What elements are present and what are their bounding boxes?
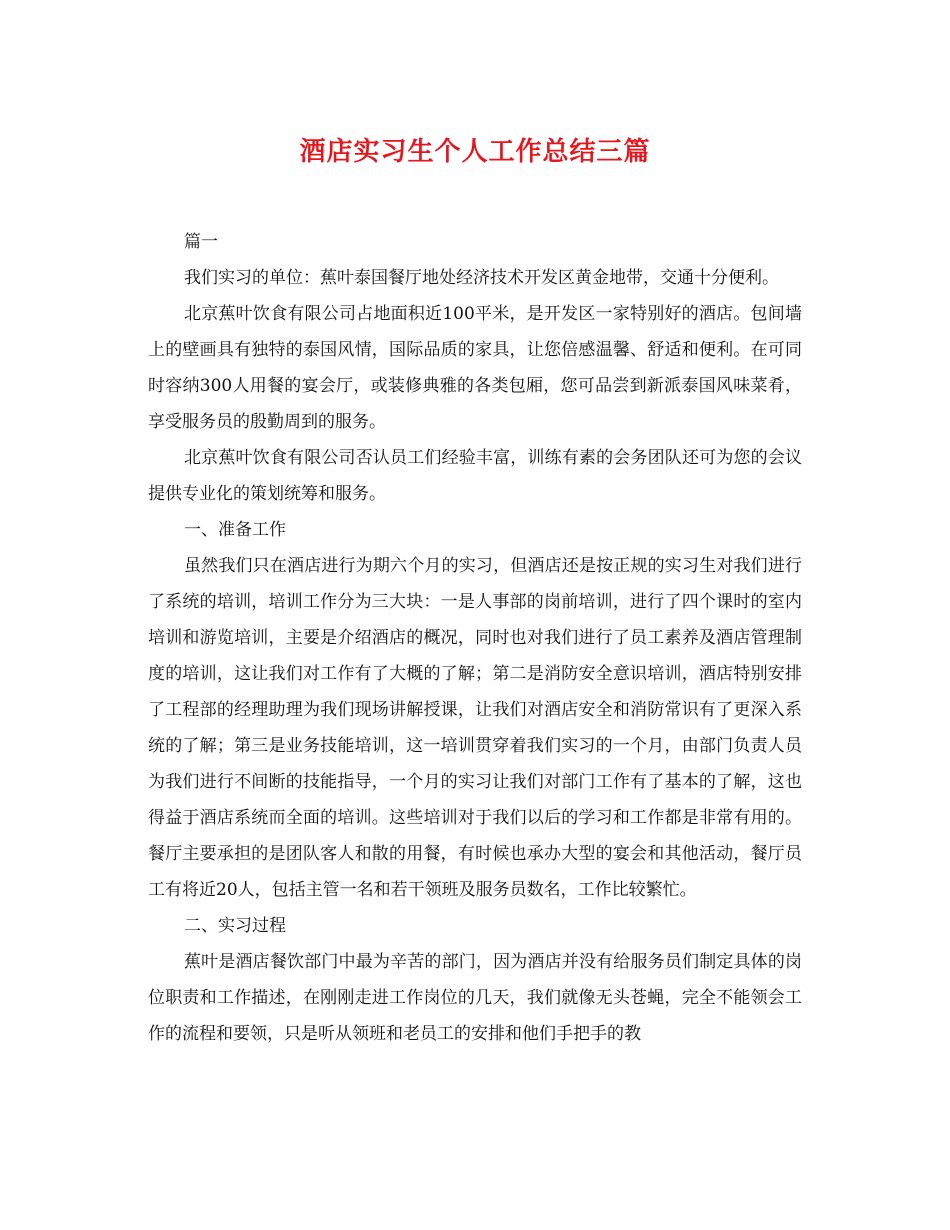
paragraph: 北京蕉叶饮食有限公司否认员工们经验丰富，训练有素的会务团队还可为您的会议提供专业化的策划统筹和服务。	[148, 448, 802, 504]
paragraph: 我们实习的单位：蕉叶泰国餐厅地处经济技术开发区黄金地带，交通十分便利。	[184, 268, 779, 288]
section-heading: 二、实习过程	[184, 916, 286, 936]
paragraph: 蕉叶是酒店餐饮部门中最为辛苦的部门，因为酒店并没有给服务员们制定具体的岗位职责和工作描述，在刚刚走进工作岗位的几天，我们就像无头苍蝇，完全不能领会工作的流程和要领，只是听从领班和老员工的安排和他们手把手的教	[148, 952, 802, 1044]
paragraph: 北京蕉叶饮食有限公司占地面积近100平米，是开发区一家特别好的酒店。包间墙上的壁画具有独特的泰国风情，国际品质的家具，让您倍感温馨、舒适和便利。在可同时容纳300人用餐的宴会厅，或装修典雅的各类包厢，您可品尝到新派泰国风味菜肴，享受服务员的殷勤周到的服务。	[148, 304, 802, 432]
document-title: 酒店实习生个人工作总结三篇	[299, 137, 651, 167]
section-heading: 一、准备工作	[184, 520, 286, 540]
paragraph: 虽然我们只在酒店进行为期六个月的实习，但酒店还是按正规的实习生对我们进行了系统的培训，培训工作分为三大块：一是人事部的岗前培训，进行了四个课时的室内培训和游览培训，主要是介绍酒店的概况，同时也对我们进行了员工素养及酒店管理制度的培训，这让我们对工作有了大概的了解；第二是消防安全意识培训，酒店特别安排了工程部的经理助理为我们现场讲解授课，让我们对酒店安全和消防常识有了更深入系统的了解；第三是业务技能培训，这一培训贯穿着我们实习的一个月，由部门负责人员为我们进行不间断的技能指导，一个月的实习让我们对部门工作有了基本的了解，这也得益于酒店系统而全面的培训。这些培训对于我们以后的学习和工作都是非常有用的。餐厅主要承担的是团队客人和散的用餐，有时候也承办大型的宴会和其他活动，餐厅员工有将近20人，包括主管一名和若干领班及服务员数名，工作比较繁忙。	[148, 556, 802, 900]
section-heading: 篇一	[184, 232, 218, 252]
